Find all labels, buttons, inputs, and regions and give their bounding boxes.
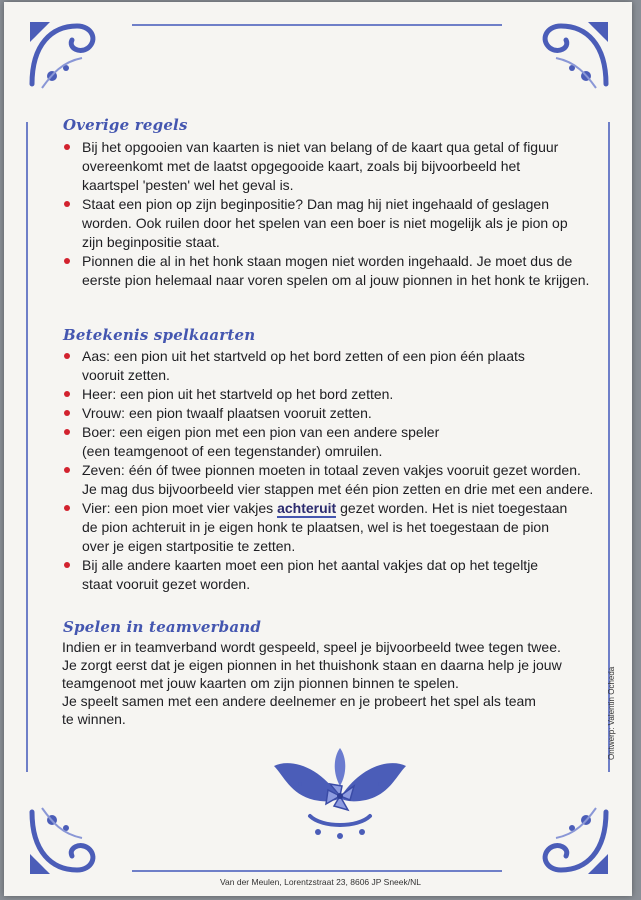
list-item: Zeven: één óf twee pionnen moeten in totaal zeven vakjes vooruit gezet worden. Je mag dus bijvoorbeeld vier stappen met één pion zetten en drie met een andere. [62, 461, 602, 499]
publisher-address: Van der Meulen, Lorentzstraat 23, 8606 JP Sneek/NL [220, 877, 421, 887]
list-item: Staat een pion op zijn beginpositie? Dan mag hij niet ingehaald of geslagen worden. Ook ruilen door het spelen van een boer is niet mogelijk als je pion op zijn beginpositie staat. [62, 195, 602, 252]
corner-swirl-icon [22, 14, 104, 96]
list-item: Aas: een pion uit het startveld op het bord zetten of een pion één plaats vooruit zetten. [62, 347, 602, 385]
corner-swirl-icon [534, 800, 616, 882]
list-item: Pionnen die al in het honk staan mogen niet worden ingehaald. Je moet dus de eerste pion helemaal naar voren spelen om al jouw pionnen in het honk te krijgen. [62, 252, 602, 290]
team-paragraph: Indien er in teamverband wordt gespeeld, speel je bijvoorbeeld twee tegen twee. Je zorgt eerst dat je eigen pionnen in het thuishonk staan en daarna help je jouw teamgenoot met jouw kaarten om zijn pionnen binnen te spelen. Je speelt samen met een andere deelnemer en je probeert het spel als team te winnen. [62, 639, 562, 727]
frame-top-line [132, 24, 502, 26]
rules-list-overige [62, 138, 602, 290]
list-item: Heer: een pion uit het startveld op het bord zetten. [62, 385, 602, 404]
list-item: Vier: een pion moet vier vakjes achteruit gezet worden. Het is niet toegestaan de pion achteruit in je eigen honk te plaatsen, wel is het toegestaan de pion over je eigen startpositie te zetten. [62, 499, 602, 556]
section-title-spelen-in-teamverband: Spelen in teamverband [63, 618, 262, 636]
emphasis-achteruit: achteruit [277, 500, 337, 516]
designer-credit: Ontwerp: Valentin Ocheda [607, 666, 616, 760]
delft-flower-ornament-icon [270, 736, 410, 846]
list-item: Vrouw: een pion twaalf plaatsen vooruit zetten. [62, 404, 602, 423]
frame-bottom-line [132, 870, 502, 872]
list-item: Boer: een eigen pion met een pion van een andere speler (een teamgenoot of een tegenstander) omruilen. [62, 423, 602, 461]
frame-left-line [26, 122, 28, 772]
section-title-overige-regels: Overige regels [63, 116, 188, 134]
section-title-betekenis-spelkaarten: Betekenis spelkaarten [63, 326, 256, 344]
list-item: Bij alle andere kaarten moet een pion het aantal vakjes dat op het tegeltje staat vooruit gezet worden. [62, 556, 602, 594]
rules-list-spelkaarten [62, 347, 602, 594]
corner-swirl-icon [534, 14, 616, 96]
list-item: Bij het opgooien van kaarten is niet van belang of de kaart qua getal of figuur overeenkomt met de laatst opgegooide kaart, zoals bij bijvoorbeeld het kaartspel 'pesten' wel het geval is. [62, 138, 602, 195]
corner-swirl-icon [22, 800, 104, 882]
